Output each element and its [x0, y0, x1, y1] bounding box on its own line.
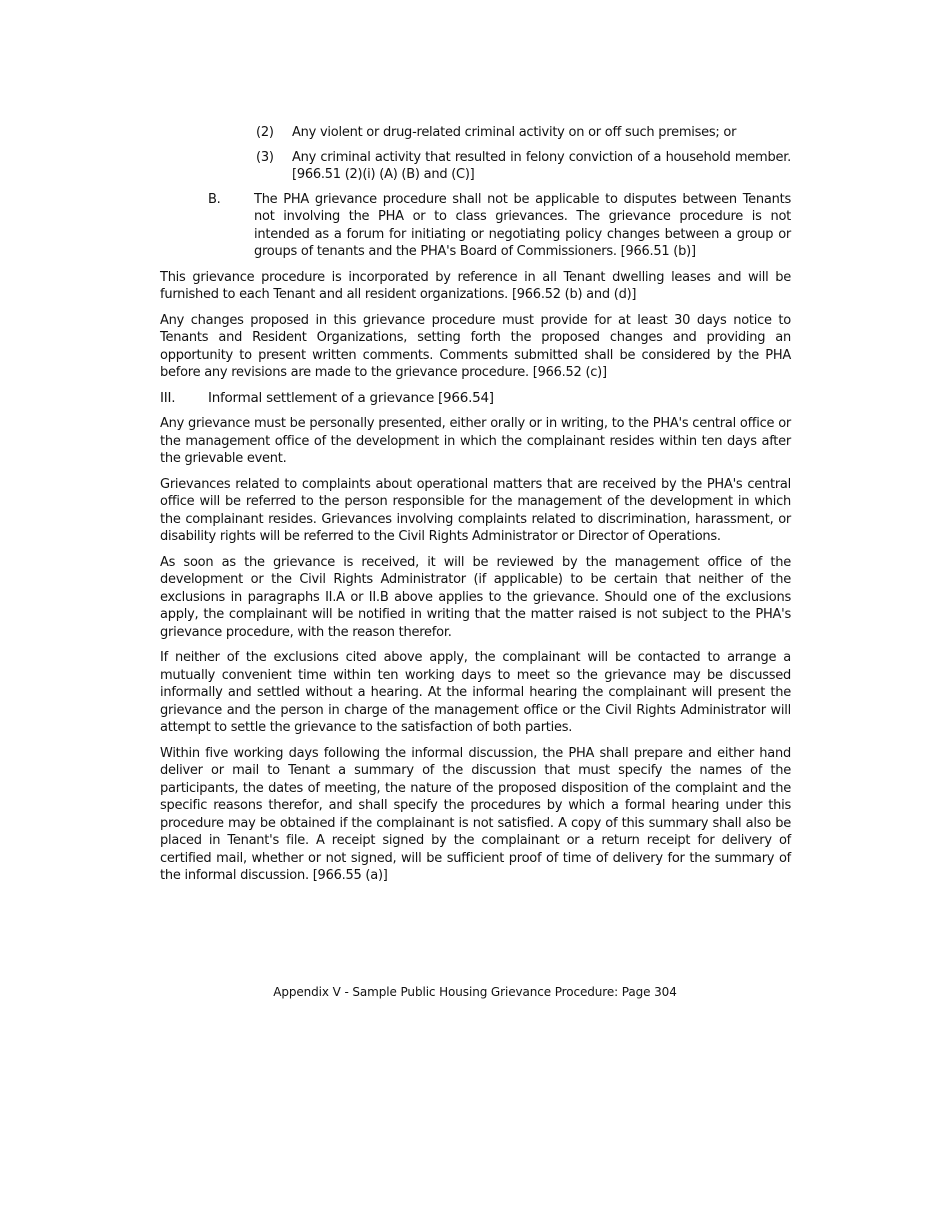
- list-item-3: [256, 149, 791, 184]
- list-text: Any violent or drug-related criminal activity on or off such premises; or: [292, 125, 737, 140]
- paragraph-referral: Grievances related to complaints about operational matters that are received by the PHA's central office will be referred to the person responsible for the management of the development in which the complainant resides. Grievances involving complaints related to discrimination, harassment, or disability rights will be referred to the Civil Rights Administrator or Director of Operations.: [160, 476, 791, 544]
- list-number: (2): [256, 125, 274, 140]
- list-item-2: [256, 124, 791, 142]
- section-heading: [160, 390, 791, 408]
- section-number: III.: [160, 389, 176, 406]
- item-b: [208, 191, 791, 261]
- paragraph-presentation: Any grievance must be personally presented, either orally or in writing, to the PHA's central office or the management office of the development in which the complainant resides within ten days after the grievable event.: [160, 416, 791, 466]
- item-b-text: The PHA grievance procedure shall not be applicable to disputes between Tenants not involving the PHA or to class grievances. The grievance procedure is not intended as a forum for initiating or negotiating policy changes between a group or groups of tenants and the PHA's Board of Commissioners. [966.51 (b)]: [254, 191, 791, 259]
- paragraph-informal-meeting: If neither of the exclusions cited above apply, the complainant will be contacted to arrange a mutually convenient time within ten working days to meet so the grievance may be discussed informally and settled without a hearing. At the informal hearing the complainant will present the grievance and the person in charge of the management office or the Civil Rights Administrator will attempt to settle the grievance to the satisfaction of both parties.: [160, 650, 791, 735]
- paragraph-changes: Any changes proposed in this grievance procedure must provide for at least 30 days notice to Tenants and Resident Organizations, setting forth the proposed changes and providing an opportunity to present written comments. Comments submitted shall be considered by the PHA before any revisions are made to the grievance procedure. [966.52 (c)]: [160, 312, 791, 380]
- paragraph-incorporation: This grievance procedure is incorporated by reference in all Tenant dwelling leases and will be furnished to each Tenant and all resident organizations. [966.52 (b) and (d)]: [160, 269, 791, 302]
- paragraph-summary: Within five working days following the informal discussion, the PHA shall prepare and either hand deliver or mail to Tenant a summary of the discussion that must specify the names of the participants, the dates of meeting, the nature of the proposed disposition of the complaint and the specific reasons therefor, and shall specify the procedures by which a formal hearing under this procedure may be obtained if the complainant is not satisfied. A copy of this summary shall also be placed in Tenant's file. A receipt signed by the complainant or a return receipt for delivery of certified mail, whether or not signed, will be sufficient proof of time of delivery for the summary of the informal discussion. [966.55 (a)]: [160, 745, 791, 883]
- document-body: [160, 124, 791, 893]
- section-title: Informal settlement of a grievance [966.54]: [208, 389, 494, 406]
- list-text: Any criminal activity that resulted in felony conviction of a household member. [966.51 (2)(i) (A) (B) and (C)]: [292, 149, 791, 182]
- paragraph-review: As soon as the grievance is received, it will be reviewed by the management office of the development or the Civil Rights Administrator (if applicable) to be certain that neither of the exclusions in paragraphs II.A or II.B above applies to the grievance. Should one of the exclusions apply, the complainant will be notified in writing that the matter raised is not subject to the PHA's grievance procedure, with the reason therefor.: [160, 554, 791, 640]
- page-footer: Appendix V - Sample Public Housing Grievance Procedure: Page 304: [273, 985, 677, 999]
- item-b-label: B.: [208, 191, 221, 207]
- list-number: (3): [256, 149, 274, 165]
